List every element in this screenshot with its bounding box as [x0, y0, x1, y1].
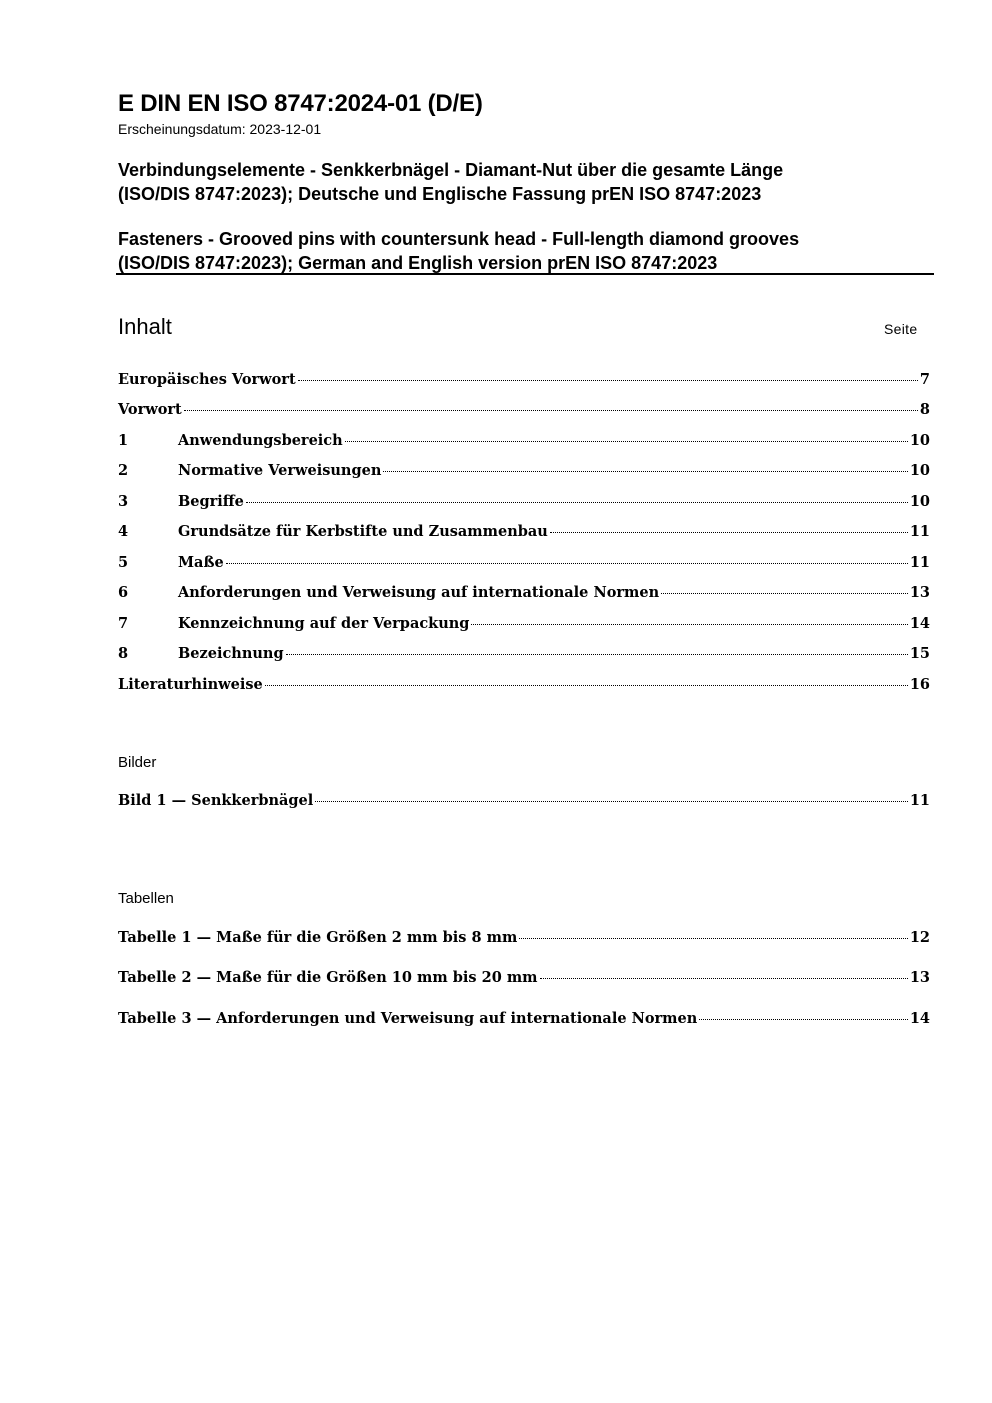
figures-section-label: Bilder	[118, 754, 157, 771]
dot-leader	[519, 938, 907, 939]
table-entry-page: 12	[909, 929, 930, 946]
dot-leader	[265, 685, 908, 686]
dot-leader	[540, 978, 908, 979]
toc-entry-page: 16	[909, 676, 930, 693]
toc-entry-text: Maße	[178, 554, 224, 571]
header-divider	[116, 273, 934, 275]
toc-entry-number: 1	[118, 432, 129, 449]
page-column-label: Seite	[884, 321, 918, 337]
toc-entry-text: Anforderungen und Verweisung auf internationale Normen	[178, 584, 660, 601]
toc-entry-page: 7	[919, 371, 930, 388]
figure-entry-text: Bild 1 — Senkkerbnägel	[118, 792, 314, 809]
table-entry-text: Tabelle 2 — Maße für die Größen 10 mm bis 20 mm	[118, 969, 538, 986]
table-entry-2[interactable]	[118, 969, 930, 991]
title-english-line-2: (ISO/DIS 8747:2023); German and English version prEN ISO 8747:2023	[118, 253, 718, 273]
toc-entry-bibliography[interactable]	[118, 676, 930, 698]
figure-entry-page: 11	[909, 792, 930, 809]
dot-leader	[286, 654, 908, 655]
dot-leader	[345, 441, 908, 442]
toc-entry-page: 10	[909, 432, 930, 449]
table-entry-page: 14	[909, 1010, 930, 1027]
toc-entry-7[interactable]	[118, 615, 930, 637]
toc-entry-text: Grundsätze für Kerbstifte und Zusammenbau	[178, 523, 548, 540]
toc-entry-5[interactable]	[118, 554, 930, 576]
toc-entry-page: 15	[909, 645, 930, 662]
toc-entry-page: 10	[909, 462, 930, 479]
table-entry-text: Tabelle 3 — Anforderungen und Verweisung auf internationale Normen	[118, 1010, 698, 1027]
toc-entry-text: Vorwort	[118, 401, 182, 418]
toc-entry-8[interactable]	[118, 645, 930, 667]
dot-leader	[298, 380, 918, 381]
dot-leader	[471, 624, 907, 625]
toc-entry-page: 8	[919, 401, 930, 418]
toc-entry-number: 5	[118, 554, 129, 571]
toc-entry-european-foreword[interactable]	[118, 371, 930, 393]
publication-date: Erscheinungsdatum: 2023-12-01	[118, 121, 322, 137]
title-english	[118, 227, 799, 275]
table-entry-1[interactable]	[118, 929, 930, 951]
toc-entry-1[interactable]	[118, 432, 930, 454]
title-german-line-2: (ISO/DIS 8747:2023); Deutsche und Englische Fassung prEN ISO 8747:2023	[118, 184, 762, 204]
toc-entry-4[interactable]	[118, 523, 930, 545]
toc-entry-page: 13	[909, 584, 930, 601]
toc-heading: Inhalt	[118, 314, 172, 339]
table-entry-3[interactable]	[118, 1010, 930, 1032]
toc-entry-number: 6	[118, 584, 129, 601]
title-german-line-1: Verbindungselemente - Senkkerbnägel - Diamant-Nut über die gesamte Länge	[118, 160, 784, 180]
table-entry-text: Tabelle 1 — Maße für die Größen 2 mm bis 8 mm	[118, 929, 518, 946]
tables-section-label: Tabellen	[118, 890, 174, 907]
toc-entry-number: 7	[118, 615, 129, 632]
toc-entry-page: 11	[909, 523, 930, 540]
dot-leader	[699, 1019, 908, 1020]
toc-entry-foreword[interactable]	[118, 401, 930, 423]
toc-entry-text: Begriffe	[178, 493, 244, 510]
toc-entry-number: 8	[118, 645, 129, 662]
title-german	[118, 158, 783, 206]
dot-leader	[226, 563, 908, 564]
toc-entry-number: 2	[118, 462, 129, 479]
toc-entry-page: 14	[909, 615, 930, 632]
document-title: E DIN EN ISO 8747:2024-01 (D/E)	[118, 90, 483, 117]
dot-leader	[246, 502, 908, 503]
toc-entry-2[interactable]	[118, 462, 930, 484]
dot-leader	[315, 801, 908, 802]
toc-entry-text: Bezeichnung	[178, 645, 284, 662]
toc-entry-page: 11	[909, 554, 930, 571]
dot-leader	[661, 593, 908, 594]
figure-entry-1[interactable]	[118, 792, 930, 814]
dot-leader	[383, 471, 907, 472]
toc-entry-number: 3	[118, 493, 129, 510]
toc-entry-text: Normative Verweisungen	[178, 462, 382, 479]
toc-entry-page: 10	[909, 493, 930, 510]
dot-leader	[184, 410, 918, 411]
toc-entry-6[interactable]	[118, 584, 930, 606]
toc-entry-text: Literaturhinweise	[118, 676, 263, 693]
toc-entry-text: Kennzeichnung auf der Verpackung	[178, 615, 470, 632]
toc-entry-number: 4	[118, 523, 129, 540]
toc-entry-text: Europäisches Vorwort	[118, 371, 296, 388]
title-english-line-1: Fasteners - Grooved pins with countersunk head - Full-length diamond grooves	[118, 229, 800, 249]
toc-entry-text: Anwendungsbereich	[178, 432, 343, 449]
dot-leader	[550, 532, 908, 533]
table-entry-page: 13	[909, 969, 930, 986]
toc-entry-3[interactable]	[118, 493, 930, 515]
